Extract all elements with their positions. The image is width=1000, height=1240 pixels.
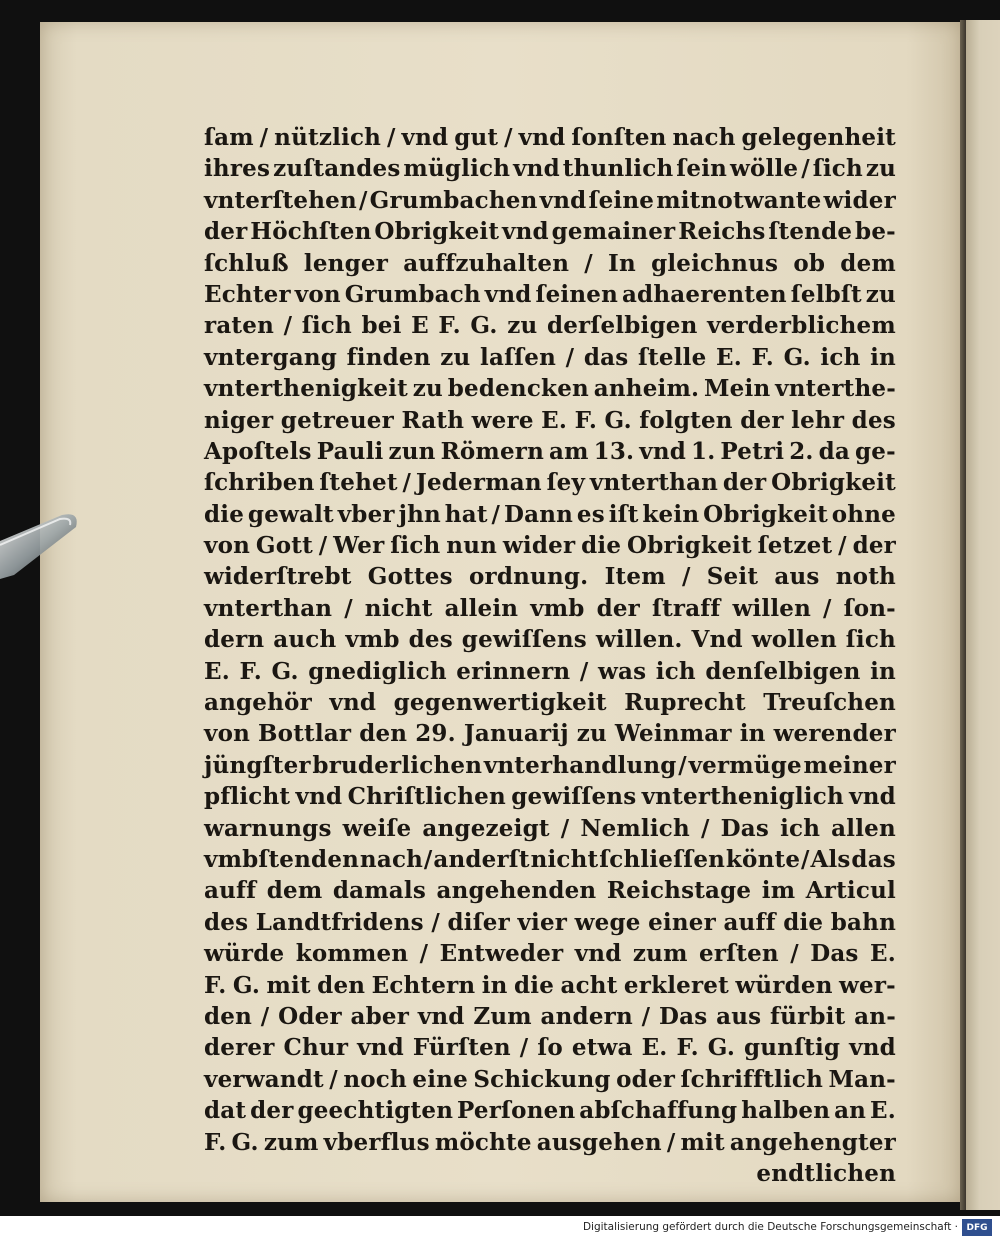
page <box>40 22 962 1202</box>
text-line: vnterthan / nicht allein vmb der ſtraff willen / ſon- <box>204 594 896 622</box>
text-line: dat der geechtigten Perſonen abſchaffung halben an E. <box>204 1097 896 1125</box>
text-line: ſchluß lenger auffzuhalten / In gleichnus ob dem <box>204 249 896 277</box>
text-line: der Höchſten Obrigkeit vnd gemainer Reichs ſtende be- <box>204 218 896 246</box>
text-line: pflicht vnd Chriſtlichen gewiſſens vntertheniglich vnd <box>204 783 896 811</box>
text-line: vnterſtehen / Grumbachen vnd ſeine mitnotwante wider <box>204 186 896 214</box>
text-line: derer Chur vnd Fürſten / ſo etwa E. F. G. gunſtig vnd <box>204 1034 896 1062</box>
text-line: vnterthenigkeit zu bedencken anheim. Mein vnterthe- <box>204 375 896 403</box>
dfg-logo: DFG <box>962 1219 992 1236</box>
text-line: verwandt / noch eine Schickung oder ſchrifftlich Man- <box>204 1065 896 1093</box>
text-line: Echter von Grumbach vnd ſeinen adhaerenten ſelbſt zu <box>204 280 896 308</box>
text-line: raten / ſich bei E F. G. zu derſelbigen verderblichem <box>204 312 896 340</box>
text-line: den / Oder aber vnd Zum andern / Das aus fürbit an- <box>204 1002 896 1030</box>
text-block <box>204 122 896 1189</box>
text-line: Apoſtels Pauli zun Römern am 13. vnd 1. Petri 2. da ge- <box>204 437 896 465</box>
text-line: vntergang finden zu laſſen / das ſtelle E. F. G. ich in <box>204 343 896 371</box>
text-line: widerſtrebt Gottes ordnung. Item / Seit aus noth <box>204 563 896 591</box>
text-line: angehör vnd gegenwertigkeit Ruprecht Treuſchen <box>204 689 896 717</box>
text-line: F. G. zum vberflus möchte ausgehen / mit angehengter <box>204 1128 896 1156</box>
text-line: jüngſter bruderlichen vnterhandlung / vermüge meiner <box>204 751 896 779</box>
text-line: warnungs weiſe angezeigt / Nemlich / Das ich allen <box>204 814 896 842</box>
digitization-credit: Digitalisierung gefördert durch die Deutsche Forschungsgemeinschaft · <box>582 1221 958 1233</box>
text-line: auff dem damals angehenden Reichstage im Articul <box>204 877 896 905</box>
text-line: F. G. mit den Echtern in die acht erkleret würden wer- <box>204 971 896 999</box>
text-line: ſam / nützlich / vnd gut / vnd ſonſten nach gelegenheit <box>204 124 896 151</box>
text-line: die gewalt vber jhn hat / Dann es iſt kein Obrigkeit ohne <box>204 500 896 528</box>
text-line: von Gott / Wer ſich nun wider die Obrigkeit ſetzet / der <box>204 532 896 560</box>
text-line: ihres zuſtandes müglich vnd thunlich ſein wölle / ſich zu <box>204 155 896 183</box>
next-page-edge <box>966 20 1000 1210</box>
text-line: würde kommen / Entweder vnd zum erſten / Das E. <box>204 940 896 968</box>
text-line: ſchriben ſtehet / Jederman ſey vnterthan der Obrigkeit <box>204 469 896 497</box>
text-line: vmbſtenden nach / anderſt nicht ſchlieſſen könte / Als das <box>204 845 896 873</box>
text-line: niger getreuer Rath were E. F. G. folgten der lehr des <box>204 406 896 434</box>
catchword: endtlichen <box>756 1159 896 1187</box>
text-line: dern auch vmb des gewiſſens willen. Vnd wollen ſich <box>204 626 896 654</box>
text-line: E. F. G. gnediglich erinnern / was ich denſelbigen in <box>204 657 896 685</box>
text-line: des Landtfridens / diſer vier wege einer auff die bahn <box>204 908 896 936</box>
glass-pointer-icon <box>0 505 90 585</box>
text-line: von Bottlar den 29. Januarij zu Weinmar in werender <box>204 720 896 748</box>
